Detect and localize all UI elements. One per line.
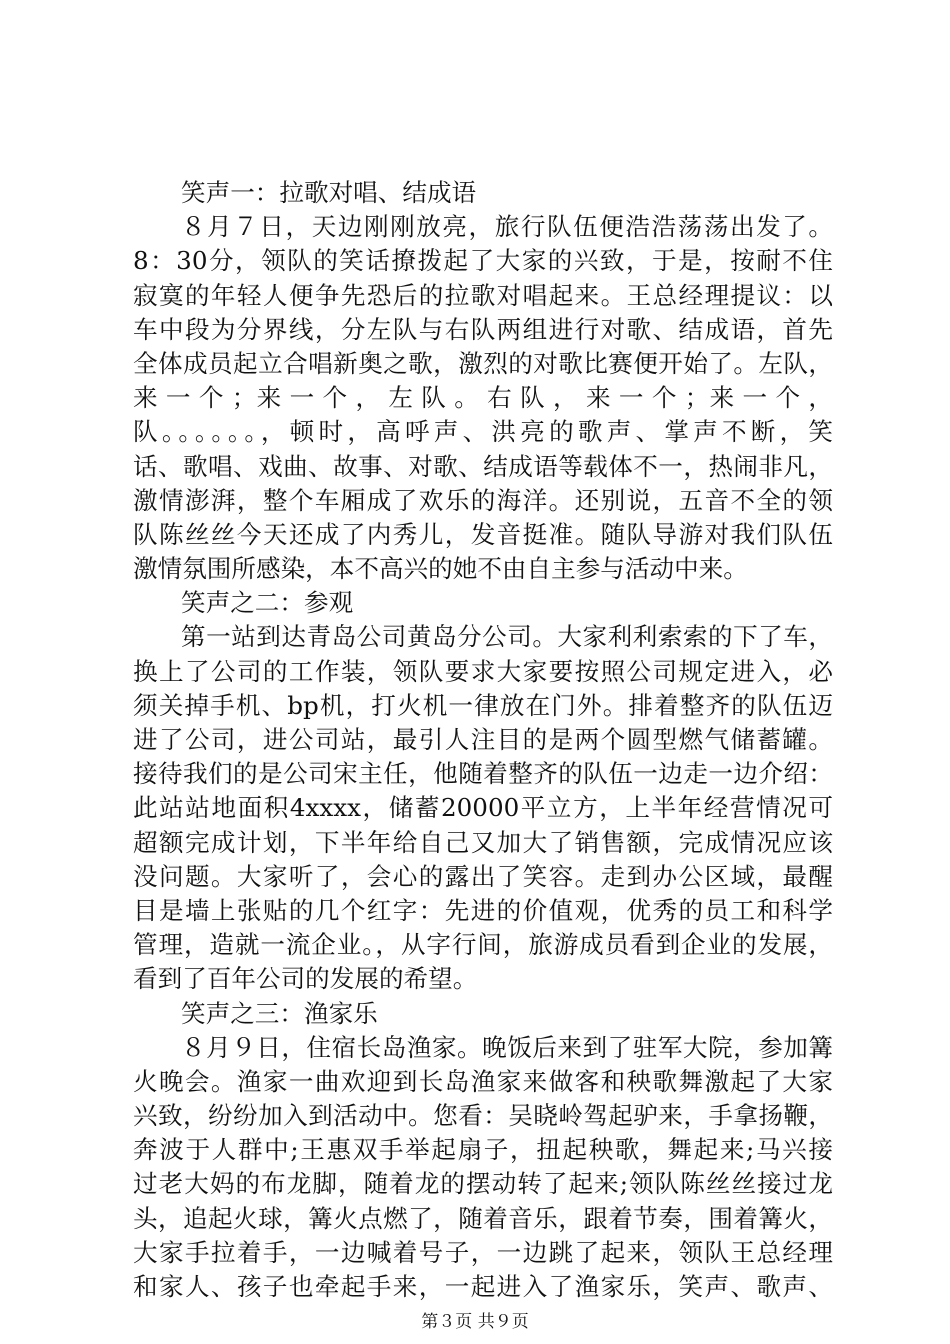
paragraph-line: 进了公司，进公司站，最引人注目的是两个圆型燃气储蓄罐。	[133, 725, 833, 754]
paragraph-line: 8：30分，领队的笑话撩拨起了大家的兴致，于是，按耐不住	[133, 246, 833, 276]
page-number-footer: 第３页 共９页	[421, 1312, 529, 1332]
paragraph-line: 过老大妈的布龙脚，随着龙的摆动转了起来;领队陈丝丝接过龙	[133, 1169, 833, 1199]
paragraph-line: 须关掉手机、bp机，打火机一律放在门外。排着整齐的队伍迈	[133, 690, 833, 720]
paragraph-line: 来 一 个 ；来 一 个 ， 左 队 。 右 队 ， 来 一 个 ；来 一 个 ，	[133, 383, 833, 413]
paragraph-line: 寂寞的年轻人便争先恐后的拉歌对唱起来。王总经理提议：以	[133, 280, 833, 310]
paragraph-line: 头，追起火球，篝火点燃了，随着音乐，跟着节奏，围着篝火，	[133, 1203, 833, 1233]
paragraph-line: 话、歌唱、戏曲、故事、对歌、结成语等载体不一，热闹非凡，	[133, 451, 833, 481]
paragraph-line: 管理，造就一流企业。，从字行间，旅游成员看到企业的发展，	[133, 930, 833, 960]
paragraph-line: 队陈丝丝今天还成了内秀儿，发音挺准。随队导游对我们队伍	[133, 519, 833, 549]
paragraph-line-last: 激情氛围所感染，本不高兴的她不由自主参与活动中来。	[133, 554, 748, 584]
paragraph-line: 队。。。。。。，顿时，高呼声、洪亮的歌声、掌声不断，笑	[133, 417, 833, 447]
paragraph-line: 目是墙上张贴的几个红字：先进的价值观，优秀的员工和科学	[133, 895, 833, 925]
paragraph-line: 激情澎湃，整个车厢成了欢乐的海洋。还别说，五音不全的领	[133, 485, 833, 515]
paragraph-line-last: 看到了百年公司的发展的希望。	[133, 964, 478, 994]
paragraph-line: 火晚会。渔家一曲欢迎到长岛渔家来做客和秧歌舞激起了大家	[133, 1066, 833, 1096]
paragraph-line: 接待我们的是公司宋主任，他随着整齐的队伍一边走一边介绍：	[133, 759, 833, 789]
paragraph-line: 没问题。大家听了，会心的露出了笑容。走到办公区域，最醒	[133, 861, 833, 891]
paragraph-line: 全体成员起立合唱新奥之歌，激烈的对歌比赛便开始了。左队，	[133, 348, 833, 378]
paragraph-line: 超额完成计划，下半年给自己又加大了销售额，完成情况应该	[133, 827, 833, 857]
paragraph-line: 此站站地面积4xxxx，储蓄20000平立方，上半年经营情况可	[133, 793, 833, 823]
section-heading: 笑声一：拉歌对唱、结成语	[181, 178, 477, 207]
paragraph-line: 第一站到达青岛公司黄岛分公司。大家利利索索的下了车，	[181, 622, 833, 652]
section-heading: 笑声之二：参观	[181, 588, 354, 618]
paragraph-line: ８月９日，住宿长岛渔家。晚饭后来到了驻军大院，参加篝	[181, 1032, 833, 1062]
section-heading: 笑声之三：渔家乐	[181, 998, 378, 1028]
paragraph-line: 车中段为分界线，分左队与右队两组进行对歌、结成语，首先	[133, 314, 833, 344]
paragraph-line: 兴致，纷纷加入到活动中。您看：吴晓岭驾起驴来，手拿扬鞭，	[133, 1101, 833, 1131]
paragraph-line: 换上了公司的工作装，领队要求大家要按照公司规定进入，必	[133, 656, 833, 686]
paragraph-line: ８月７日，天边刚刚放亮，旅行队伍便浩浩荡荡出发了。	[181, 212, 833, 242]
document-body	[133, 176, 833, 1304]
paragraph-line: 大家手拉着手，一边喊着号子，一边跳了起来，领队王总经理	[133, 1237, 833, 1267]
paragraph-line: 奔波于人群中;王惠双手举起扇子，扭起秧歌，舞起来;马兴接	[133, 1135, 833, 1165]
paragraph-line: 和家人、孩子也牵起手来，一起进入了渔家乐，笑声、歌声、	[133, 1272, 833, 1301]
